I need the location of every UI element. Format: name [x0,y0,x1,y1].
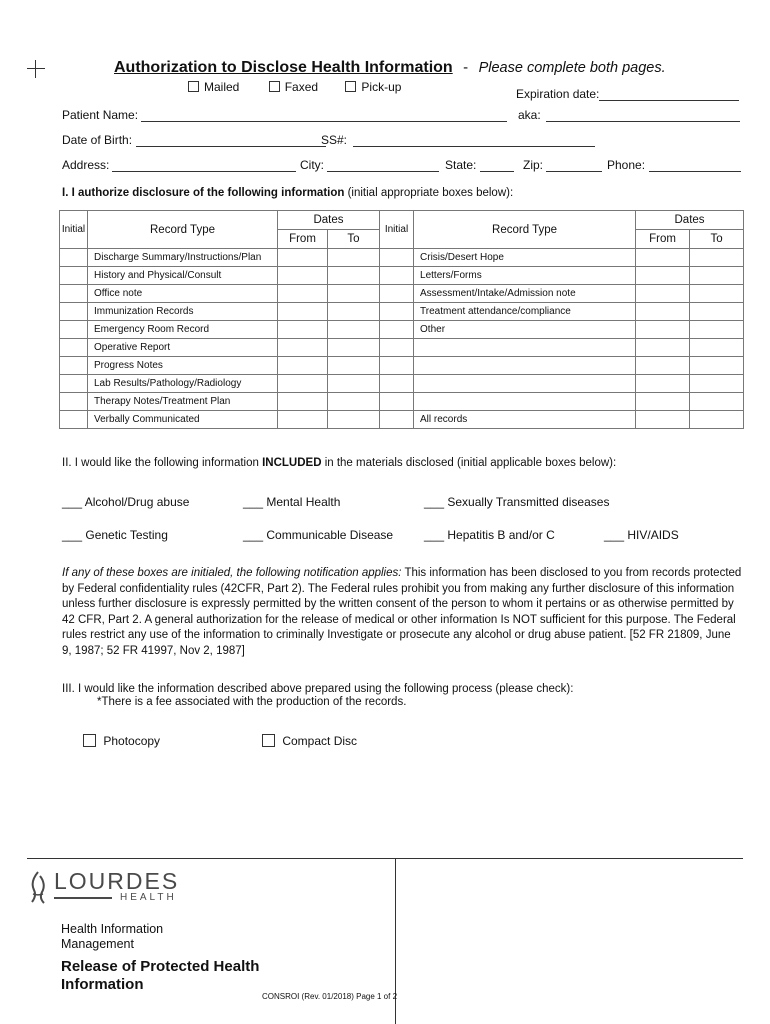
record-type-cell: Therapy Notes/Treatment Plan [88,393,278,411]
address-input[interactable] [112,159,296,172]
ss-input[interactable] [353,134,595,147]
to-date-cell-right[interactable] [690,249,744,267]
to-date-cell-right[interactable] [690,267,744,285]
to-date-cell-right[interactable] [690,393,744,411]
zip-label: Zip: [523,158,544,172]
logo-subtext: HEALTH [120,892,177,903]
initial-blank[interactable]: ___ [243,528,264,542]
delivery-pickup-option[interactable]: Pick-up [345,80,401,94]
from-column-header: From [278,230,328,249]
expiration-date-label: Expiration date: [516,87,600,101]
record-type-cell-right: Treatment attendance/compliance [414,303,636,321]
record-type-cell: Progress Notes [88,357,278,375]
record-type-cell-right [414,375,636,393]
dates-column-header: Dates [278,211,380,230]
initial-blank[interactable]: ___ [424,528,445,542]
logo-wordmark: LOURDES [54,868,180,894]
to-date-cell[interactable] [328,321,380,339]
from-date-cell-right[interactable] [636,339,690,357]
dob-label: Date of Birth: [62,133,133,147]
address-field [62,158,296,172]
record-type-cell-right: All records [414,411,636,429]
to-date-cell-right[interactable] [690,303,744,321]
patient-name-field [62,108,507,122]
from-date-cell-right[interactable] [636,321,690,339]
department-name: Health Information Management [61,922,164,951]
record-type-cell: Operative Report [88,339,278,357]
record-type-cell: Discharge Summary/Instructions/Plan [88,249,278,267]
from-date-cell[interactable] [278,249,328,267]
to-date-cell[interactable] [328,249,380,267]
to-date-cell-right[interactable] [690,339,744,357]
patient-name-input[interactable] [141,109,507,122]
record-type-cell-right [414,393,636,411]
initial-cell[interactable] [60,357,88,375]
dob-input[interactable] [136,134,326,147]
initial-blank[interactable]: ___ [424,495,445,509]
patient-name-label: Patient Name: [62,108,139,122]
form-title: Authorization to Disclose Health Information [114,59,453,76]
included-option-hepatitis[interactable]: ___ Hepatitis B and/or C [424,528,555,542]
from-date-cell-right[interactable] [636,249,690,267]
to-date-cell-right[interactable] [690,357,744,375]
initial-cell-right[interactable] [380,357,414,375]
record-row [60,357,744,375]
initial-column-header-right: Initial [380,211,414,249]
record-type-cell: Lab Results/Pathology/Radiology [88,375,278,393]
from-date-cell[interactable] [278,357,328,375]
aka-label: aka: [518,108,541,122]
to-date-cell-right[interactable] [690,375,744,393]
record-row [60,267,744,285]
to-date-cell[interactable] [328,267,380,285]
from-date-cell-right[interactable] [636,357,690,375]
to-date-cell-right[interactable] [690,411,744,429]
checkbox-icon[interactable] [83,734,96,747]
dates-column-header-right: Dates [636,211,744,230]
record-row [60,321,744,339]
delivery-mailed-option[interactable]: Mailed [188,80,239,94]
record-type-cell: Office note [88,285,278,303]
zip-field [523,158,602,172]
record-type-column-header-right: Record Type [414,211,636,249]
to-column-header-right: To [690,230,744,249]
initial-cell-right[interactable] [380,303,414,321]
aka-field [518,108,740,122]
expiration-date-field [516,87,739,101]
record-type-column-header: Record Type [88,211,278,249]
delivery-options [188,80,401,94]
dob-field [62,133,326,147]
from-column-header-right: From [636,230,690,249]
initial-cell[interactable] [60,249,88,267]
record-row [60,339,744,357]
from-date-cell-right[interactable] [636,411,690,429]
from-date-cell-right[interactable] [636,267,690,285]
section-3-heading: III. I would like the information described above prepared using the following process (please check): [62,683,574,695]
record-type-cell: Immunization Records [88,303,278,321]
from-date-cell[interactable] [278,303,328,321]
to-date-cell[interactable] [328,375,380,393]
registration-mark [27,60,45,78]
initial-cell-right[interactable] [380,267,414,285]
included-option-alcohol[interactable]: ___ Alcohol/Drug abuse [62,495,190,509]
initial-column-header: Initial [60,211,88,249]
federal-confidentiality-notice: If any of these boxes are initialed, the following notification applies: This information has been disclosed to you from records protected by Federal confidentiality rules (42CFR, Part 2). The Federal rules prohibit you from making any further disclosure of this information unless further disclosure is expressly permitted by the written consent of the person to whom it pertains or as otherwise permitted by 42 CFR, Part 2. A general authorization for the release of medical or other information Is NOT sufficient for this purpose. The Federal rules restrict any use of the information to criminally Investigate or prosecute any alcohol or drug abuse patient. [52 FR 21809, June 9, 1987; 52 FR 41997, Nov 2, 1987] [62,567,742,657]
from-date-cell[interactable] [278,411,328,429]
address-label: Address: [62,158,110,172]
from-date-cell-right[interactable] [636,375,690,393]
city-label: City: [300,158,324,172]
initial-cell-right[interactable] [380,249,414,267]
initial-blank[interactable]: ___ [62,495,83,509]
city-field [300,158,439,172]
record-type-cell-right: Crisis/Desert Hope [414,249,636,267]
aka-input[interactable] [546,109,740,122]
record-row [60,411,744,429]
included-option-std[interactable]: ___ Sexually Transmitted diseases [424,495,610,509]
initial-cell-right[interactable] [380,339,414,357]
state-field [445,158,514,172]
initial-cell-right[interactable] [380,285,414,303]
included-option-communicable[interactable]: ___ Communicable Disease [243,528,394,542]
to-date-cell[interactable] [328,393,380,411]
record-type-cell-right [414,357,636,375]
record-row [60,303,744,321]
from-date-cell[interactable] [278,393,328,411]
fee-note: *There is a fee associated with the production of the records. [97,696,407,708]
from-date-cell-right[interactable] [636,303,690,321]
state-input[interactable] [480,159,514,172]
initial-cell[interactable] [60,339,88,357]
form-code: CONSROI (Rev. 01/2018) Page 1 of 2 [262,992,398,1001]
to-column-header: To [328,230,380,249]
included-option-hiv[interactable]: ___ HIV/AIDS [604,528,679,542]
initial-blank[interactable]: ___ [243,495,264,509]
to-date-cell-right[interactable] [690,321,744,339]
zip-input[interactable] [546,159,602,172]
initial-cell[interactable] [60,393,88,411]
footer-rule [27,858,743,859]
to-date-cell[interactable] [328,339,380,357]
initial-cell-right[interactable] [380,411,414,429]
flame-leaf-icon [27,870,49,906]
title-separator: - [463,59,469,76]
form-title-row [114,59,666,77]
phone-label: Phone: [607,158,646,172]
record-type-cell-right: Assessment/Intake/Admission note [414,285,636,303]
phone-input[interactable] [649,159,741,172]
record-type-cell: Verbally Communicated [88,411,278,429]
to-date-cell[interactable] [328,285,380,303]
lourdes-logo [27,868,187,908]
from-date-cell[interactable] [278,267,328,285]
delivery-faxed-option[interactable]: Faxed [269,80,318,94]
from-date-cell[interactable] [278,339,328,357]
initial-cell-right[interactable] [380,393,414,411]
city-input[interactable] [327,159,439,172]
checkbox-icon[interactable] [345,81,356,92]
record-type-cell: Emergency Room Record [88,321,278,339]
initial-cell[interactable] [60,411,88,429]
initial-cell[interactable] [60,375,88,393]
initial-cell[interactable] [60,285,88,303]
initial-cell-right[interactable] [380,375,414,393]
included-option-genetic[interactable]: ___ Genetic Testing [62,528,168,542]
checkbox-icon[interactable] [188,81,199,92]
included-option-mental-health[interactable]: ___ Mental Health [243,495,341,509]
initial-cell[interactable] [60,267,88,285]
compact-disc-option[interactable]: Compact Disc [262,734,357,748]
initial-blank[interactable]: ___ [62,528,83,542]
initial-cell[interactable] [60,321,88,339]
to-date-cell[interactable] [328,411,380,429]
from-date-cell[interactable] [278,285,328,303]
record-type-table [59,210,744,429]
checkbox-icon[interactable] [269,81,280,92]
record-row [60,249,744,267]
to-date-cell[interactable] [328,303,380,321]
checkbox-icon[interactable] [262,734,275,747]
from-date-cell-right[interactable] [636,393,690,411]
logo-rule [54,897,112,899]
footer-form-title: Release of Protected Health Information [61,958,260,993]
phone-field [607,158,741,172]
from-date-cell-right[interactable] [636,285,690,303]
photocopy-option[interactable]: Photocopy [83,734,160,748]
record-row [60,393,744,411]
initial-cell[interactable] [60,303,88,321]
form-subtitle: Please complete both pages. [478,60,666,76]
expiration-date-input[interactable] [599,88,739,101]
from-date-cell[interactable] [278,321,328,339]
state-label: State: [445,158,477,172]
ss-field [321,133,595,147]
record-type-cell: History and Physical/Consult [88,267,278,285]
record-row [60,375,744,393]
ss-label: SS#: [321,133,348,147]
record-type-cell-right: Other [414,321,636,339]
record-row [60,285,744,303]
record-type-cell-right [414,339,636,357]
from-date-cell[interactable] [278,375,328,393]
to-date-cell[interactable] [328,357,380,375]
initial-cell-right[interactable] [380,321,414,339]
initial-blank[interactable]: ___ [604,528,625,542]
to-date-cell-right[interactable] [690,285,744,303]
record-type-cell-right: Letters/Forms [414,267,636,285]
section-2-heading: II. I would like the following information INCLUDED in the materials disclosed (initial applicable boxes below): [62,457,617,469]
section-1-heading: I. I authorize disclosure of the following information (initial appropriate boxes below): [62,187,514,199]
